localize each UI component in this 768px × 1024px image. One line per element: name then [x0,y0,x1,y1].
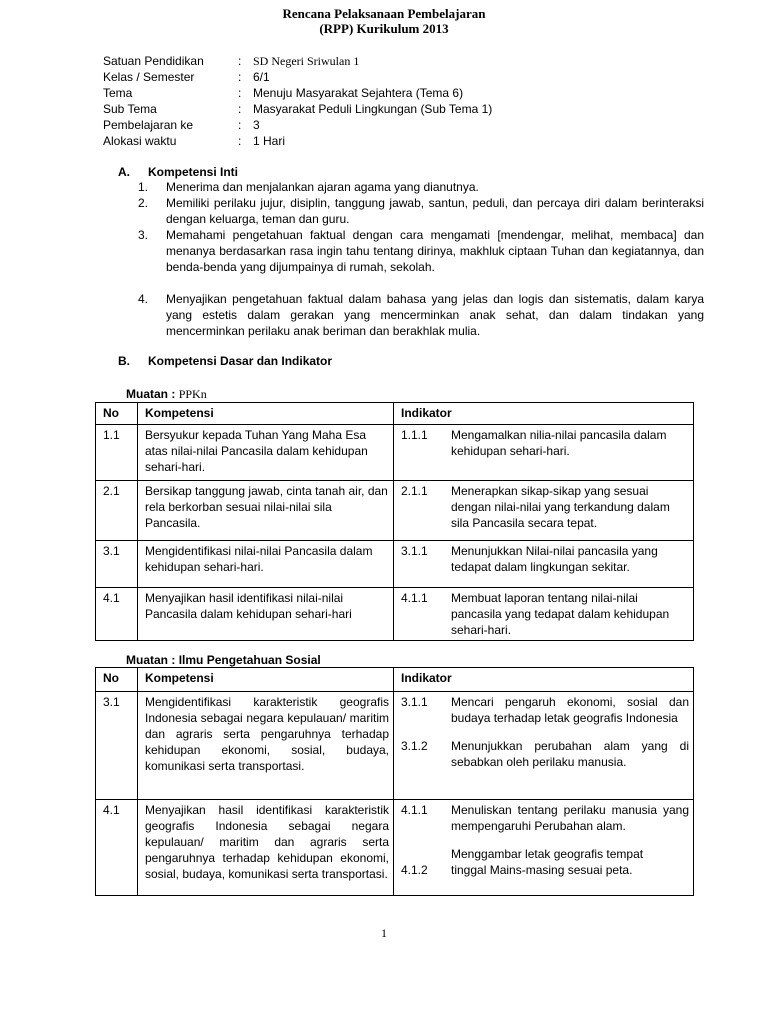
identity-colon: : [238,134,242,148]
indicator-number: 1.1.1 [401,428,428,442]
ki-text: Memahami pengetahuan faktual dengan cara mengamati [mendengar, melihat, membaca] dan menanya berdasarkan rasa ingin tahu tentang dirinya, makhluk ciptaan Tuhan dan kegiatannya, dan benda-benda yang dijumpainya di rumah, sekolah. [166,228,704,274]
identity-label: Pembelajaran ke [103,118,194,132]
indicator-text: Menggambar letak geografis tempat [451,847,644,861]
identity-label: Alokasi waktu [103,134,177,148]
identity-colon: : [238,86,242,100]
header-no: No [96,668,138,692]
indicator-text: Menunjukkan Nilai-nilai pancasila yang tedapat dalam lingkungan sekitar. [451,544,658,574]
identity-value: SD Negeri Sriwulan 1 [253,54,360,68]
table-row [96,692,694,800]
ki-text: Menyajikan pengetahuan faktual dalam bahasa yang jelas dan logis dan sistematis, dalam karya yang estetis dalam gerakan yang mencerminkan anak sehat, dan dalam tindakan yang mencerminkan perilaku anak beriman dan berakhlak mulia. [166,292,704,338]
cell-no: 4.1 [96,800,138,896]
section-title: Kompetensi Inti [148,165,239,179]
table-row [96,425,694,481]
identity-colon: : [238,70,242,84]
document-subtitle: (RPP) Kurikulum 2013 [319,21,449,36]
cell-indikator [394,692,694,800]
cell-kompetensi: Menyajikan hasil identifikasi karakteristik geografis Indonesia sebagai negara kepulauan/ maritim dan agraris serta pengaruhnya terhadap kehidupan ekonomi, sosial, budaya, komunikasi serta transportasi. [138,800,394,896]
table-header-row [96,403,694,425]
indicator-item [401,846,689,862]
indicator-text: Membuat laporan tentang nilai-nilai pancasila yang tedapat dalam kehidupan sehari-hari. [451,591,670,637]
indicator-item [401,427,689,459]
indicator-number: 3.1.1 [401,544,428,558]
identity-colon: : [238,54,242,68]
header-no: No [96,403,138,425]
muatan-prefix: Muatan : [126,653,176,667]
cell-kompetensi: Mengidentifikasi karakteristik geografis Indonesia sebagai negara kepulauan/ maritim dan agraris serta pengaruhnya terhadap kehidupan ekonomi, sosial, budaya, komunikasi serta transportasi. [138,692,394,800]
ppkn-table [95,402,694,641]
cell-indikator [394,800,694,896]
identity-colon: : [238,118,242,132]
indicator-text: Mengamalkan nilia-nilai pancasila dalam kehidupan sehari-hari. [451,428,667,458]
indicator-number: 4.1.1 [401,591,428,605]
table-row [96,541,694,588]
indicator-text: tinggal Mains-masing sesuai peta. [451,863,633,877]
section-letter: B. [118,354,130,368]
indicator-text: Menunjukkan perubahan alam yang di sebabkan oleh perilaku manusia. [451,739,689,769]
document-title: Rencana Pelaksanaan Pembelajaran [282,6,486,21]
ips-table [95,667,694,896]
identity-label: Tema [103,86,133,100]
header-kompetensi: Kompetensi [138,403,394,425]
indicator-text: Menuliskan tentang perilaku manusia yang mempengaruhi Perubahan alam. [451,803,689,833]
identity-value: 1 Hari [253,134,286,148]
table-row [96,588,694,641]
identity-value: 3 [253,118,260,132]
cell-no: 4.1 [96,588,138,641]
page-number: 1 [381,926,387,940]
identity-label: Kelas / Semester [103,70,195,84]
indicator-number: 4.1.1 [401,803,428,817]
table-row [96,800,694,896]
cell-no: 2.1 [96,481,138,541]
muatan-prefix: Muatan : [126,387,176,401]
cell-indikator [394,541,694,588]
ki-number: 4. [138,292,149,306]
identity-value: Menuju Masyarakat Sejahtera (Tema 6) [253,86,464,100]
header-kompetensi: Kompetensi [138,668,394,692]
indicator-item [401,862,689,878]
indicator-number: 2.1.1 [401,484,428,498]
cell-indikator [394,481,694,541]
cell-no: 3.1 [96,692,138,800]
muatan-ips-label [126,652,321,668]
indicator-item [401,590,689,638]
cell-kompetensi: Bersyukur kepada Tuhan Yang Maha Esa atas nilai-nilai Pancasila dalam kehidupan sehari-hari. [138,425,394,481]
ki-text: Menerima dan menjalankan ajaran agama yang dianutnya. [166,180,479,194]
cell-kompetensi: Mengidentifikasi nilai-nilai Pancasila dalam kehidupan sehari-hari. [138,541,394,588]
identity-value: 6/1 [253,70,270,84]
indicator-item [401,802,689,834]
indicator-number: 3.1.1 [401,695,428,709]
indicator-text: Mencari pengaruh ekonomi, sosial dan budaya terhadap letak geografis Indonesia [451,695,689,725]
table-header-row [96,668,694,692]
ki-number: 1. [138,180,149,194]
cell-indikator [394,588,694,641]
cell-kompetensi: Menyajikan hasil identifikasi nilai-nilai Pancasila dalam kehidupan sehari-hari [138,588,394,641]
identity-colon: : [238,102,242,116]
indicator-number: 4.1.2 [401,863,428,877]
cell-kompetensi: Bersikap tanggung jawab, cinta tanah air, dan rela berkorban sesuai nilai-nilai sila Pancasila. [138,481,394,541]
cell-no: 3.1 [96,541,138,588]
header-indikator: Indikator [394,403,694,425]
identity-label: Satuan Pendidikan [103,54,204,68]
muatan-subject: Ilmu Pengetahuan Sosial [178,653,321,667]
ki-text: Memiliki perilaku jujur, disiplin, tanggung jawab, santun, peduli, dan percaya diri dalam berinteraksi dengan keluarga, teman dan guru. [166,196,704,226]
indicator-item [401,738,689,770]
indicator-item [401,694,689,726]
header-indikator: Indikator [394,668,694,692]
muatan-subject: PPKn [178,387,207,401]
identity-value: Masyarakat Peduli Lingkungan (Sub Tema 1) [253,102,493,116]
identity-label: Sub Tema [103,102,157,116]
muatan-ppkn-label [126,386,207,402]
indicator-number: 3.1.2 [401,739,428,753]
ki-number: 3. [138,228,149,242]
indicator-item [401,543,689,575]
section-title: Kompetensi Dasar dan Indikator [148,354,333,368]
indicator-item [401,483,689,531]
section-letter: A. [118,165,130,179]
indicator-text: Menerapkan sikap-sikap yang sesuai dengan nilai-nilai yang terkandung dalam sila Pancasila secara tepat. [451,484,670,530]
cell-no: 1.1 [96,425,138,481]
cell-indikator [394,425,694,481]
ki-number: 2. [138,196,149,210]
table-row [96,481,694,541]
